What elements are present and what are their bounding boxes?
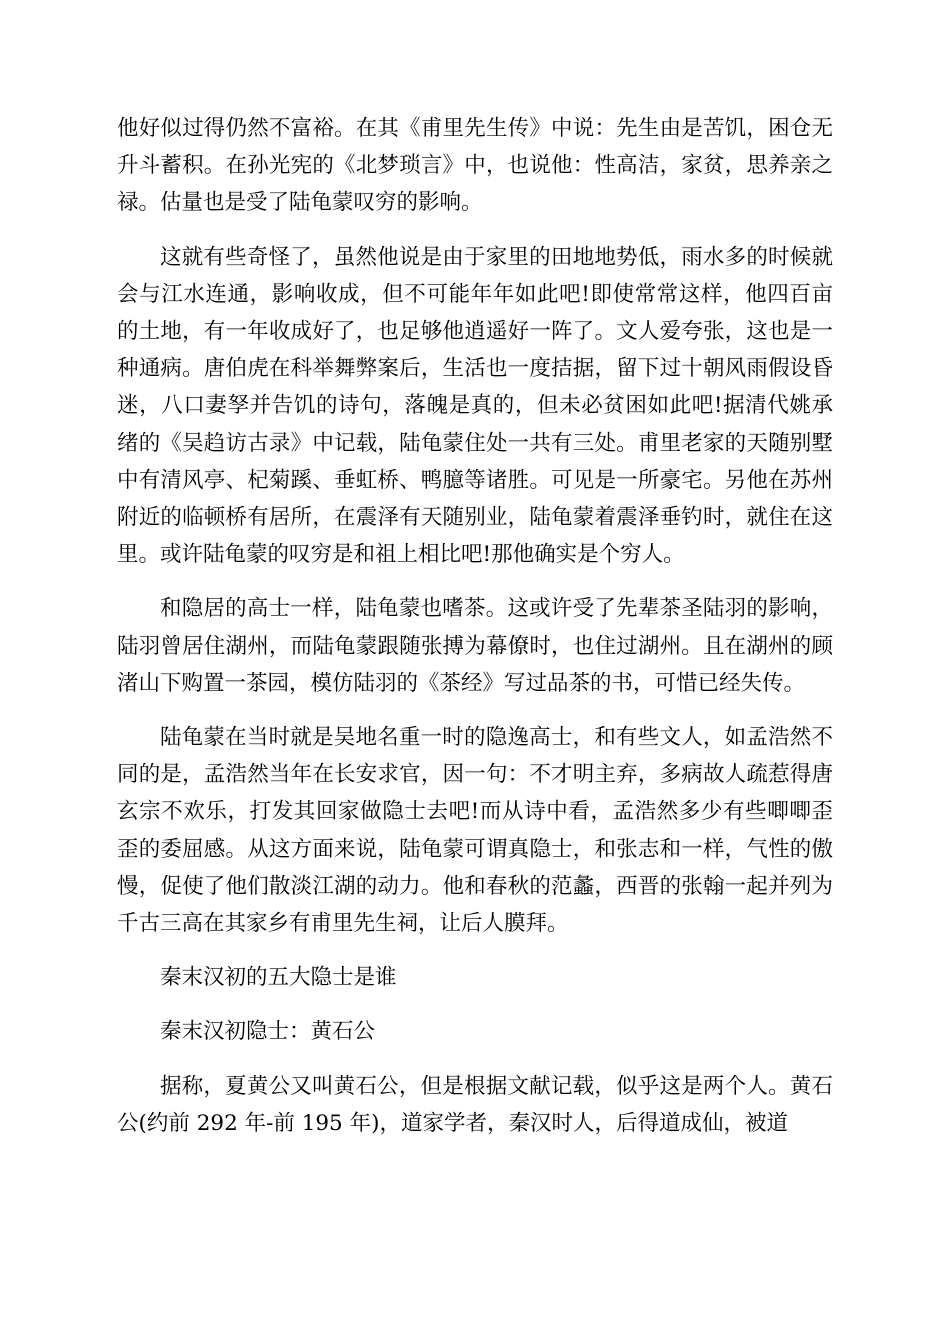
document-body bbox=[117, 110, 833, 1159]
paragraph: 和隐居的高士一样，陆龟蒙也嗜茶。这或许受了先辈茶圣陆羽的影响，陆羽曾居住湖州，而陆龟蒙跟随张搏为幕僚时，也住过湖州。且在湖州的顾渚山下购置一茶园，模仿陆羽的《茶经》写过品茶的书，可惜已经失传。 bbox=[117, 596, 833, 696]
paragraph: 陆龟蒙在当时就是吴地名重一时的隐逸高士，和有些文人，如孟浩然不同的是，孟浩然当年在长安求官，因一句：不才明主弃，多病故人疏惹得唐玄宗不欢乐，打发其回家做隐士去吧!而从诗中看，孟浩然多少有些唧唧歪歪的委屈感。从这方面来说，陆龟蒙可谓真隐士，和张志和一样，气性的傲慢，促使了他们散淡江湖的动力。他和春秋的范蠡，西晋的张翰一起并列为千古三高在其家乡有甫里先生祠，让后人膜拜。 bbox=[117, 725, 833, 937]
paragraph: 据称，夏黄公又叫黄石公，但是根据文献记载，似乎这是两个人。黄石公(约前 292 年-前 195 年)，道家学者，秦汉时人，后得道成仙，被道 bbox=[117, 1073, 833, 1136]
paragraph: 他好似过得仍然不富裕。在其《甫里先生传》中说：先生由是苦饥，困仓无升斗蓄积。在孙光宪的《北梦琐言》中，也说他：性高洁，家贫，思养亲之禄。估量也是受了陆龟蒙叹穷的影响。 bbox=[117, 116, 833, 216]
subsection-heading: 秦末汉初隐士：黄石公 bbox=[160, 1019, 376, 1045]
paragraph: 这就有些奇怪了，虽然他说是由于家里的田地地势低，雨水多的时候就会与江水连通，影响收成，但不可能年年如此吧!即使常常这样，他四百亩的土地，有一年收成好了，也足够他逍遥好一阵了。文人爱夸张，这也是一种通病。唐伯虎在科举舞弊案后，生活也一度拮据，留下过十朝风雨假设昏迷，八口妻孥并告饥的诗句，落魄是真的，但未必贫困如此吧!据清代姚承绪的《吴趋访古录》中记载，陆龟蒙住处一共有三处。甫里老家的天随别墅中有清风亭、杞菊蹊、垂虹桥、鸭臆等诸胜。可见是一所豪宅。另他在苏州附近的临顿桥有居所，在震泽有天随别业，陆龟蒙着震泽垂钓时，就住在这里。或许陆龟蒙的叹穷是和祖上相比吧!那他确实是个穷人。 bbox=[117, 244, 833, 568]
section-heading: 秦末汉初的五大隐士是谁 bbox=[160, 965, 397, 991]
